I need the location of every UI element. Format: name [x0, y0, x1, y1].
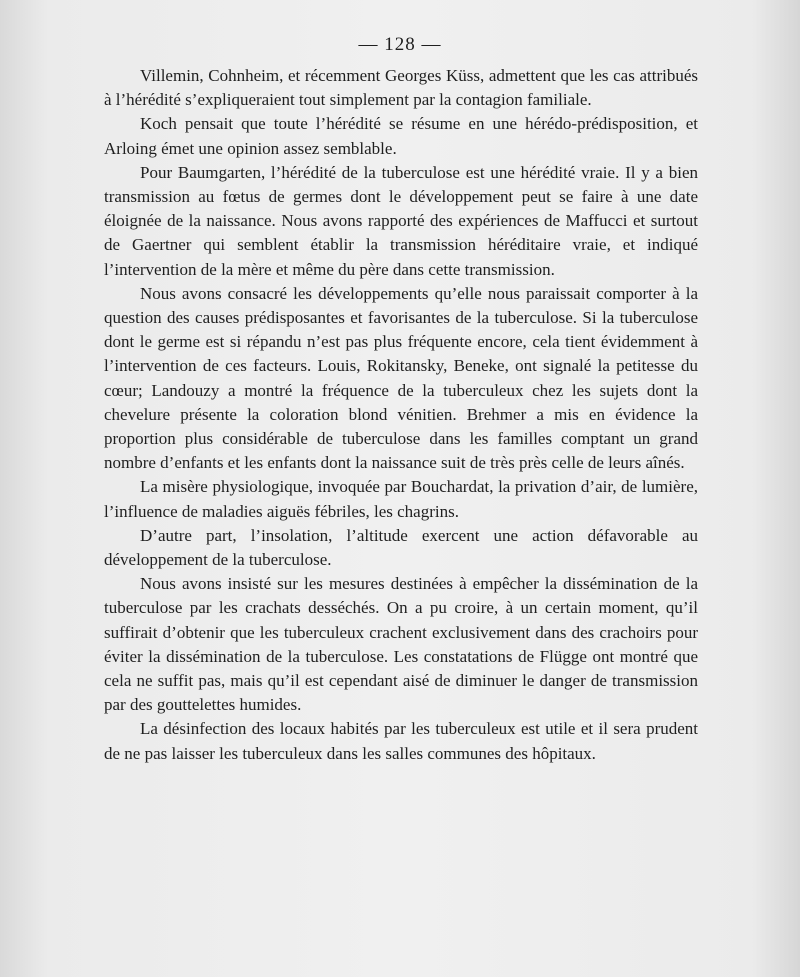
paragraph-insolation-altitude: D’autre part, l’insolation, l’altitude exercent une action défavorable au développement de la tuberculose. [104, 525, 698, 570]
paragraph-koch-arloing: Koch pensait que toute l’hérédité se résume en une hérédo-prédisposition, et Arloing émet une opinion assez semblable. [104, 114, 698, 158]
body-text [104, 64, 698, 766]
paragraph-physiological-misery: La misère physiologique, invoquée par Bouchardat, la privation d’air, de lumière, l’influence de maladies aiguës fébriles, les chagrins. [104, 477, 698, 521]
paragraph-baumgarten: Pour Baumgarten, l’hérédité de la tuberculose est une hérédité vraie. Il y a bien transmission au fœtus de germes dont le développement peut se faire à une date éloignée de la naissance. Nous avons rapporté des expériences de Maffucci et surtout de Gaertner qui semblent établir la transmission héréditaire vraie, et indiqué l’intervention de la mère et même du père dans cette transmission. [104, 162, 698, 279]
paragraph-predisposing-causes: Nous avons consacré les développements qu’elle nous paraissait comporter à la question des causes prédisposantes et favorisantes de la tuberculose. Si la tuberculose dont le germe est si répandu n’est pas plus fréquente encore, cela tient évidemment à l’intervention de ces facteurs. Louis, Rokitansky, Beneke, ont signalé la petitesse du cœur; Landouzy a montré la fréquence de la tuberculeux chez les sujets dont la chevelure présente la coloration blond vénitien. Brehmer a mis en évidence la proportion plus considérable de tuberculose dans les familles comptant un grand nombre d’enfants et les enfants dont la naissance suit de très près celle de leurs aînés. [104, 283, 698, 473]
paragraph-sputum-measures: Nous avons insisté sur les mesures destinées à empêcher la dissémination de la tuberculose par les crachats desséchés. On a pu croire, à un certain moment, qu’il suffirait d’obtenir que les tuberculeux crachent exclusivement dans des crachoirs pour éviter la dissémination de la tuberculose. Les constatations de Flügge ont montré que cela ne suffit pas, mais qu’il est cependant aisé de diminuer le danger de transmission par des gouttelettes humides. [104, 574, 698, 715]
paragraph-heredity-contagion: Villemin, Cohnheim, et récemment Georges Küss, admettent que les cas attribués à l’hérédité s’expliqueraient tout simplement par la contagion familiale. [104, 66, 698, 110]
page-number: — 128 — [358, 34, 442, 55]
paragraph-disinfection: La désinfection des locaux habités par les tuberculeux est utile et il sera prudent de ne pas laisser les tuberculeux dans les salles communes des hôpitaux. [104, 719, 698, 763]
